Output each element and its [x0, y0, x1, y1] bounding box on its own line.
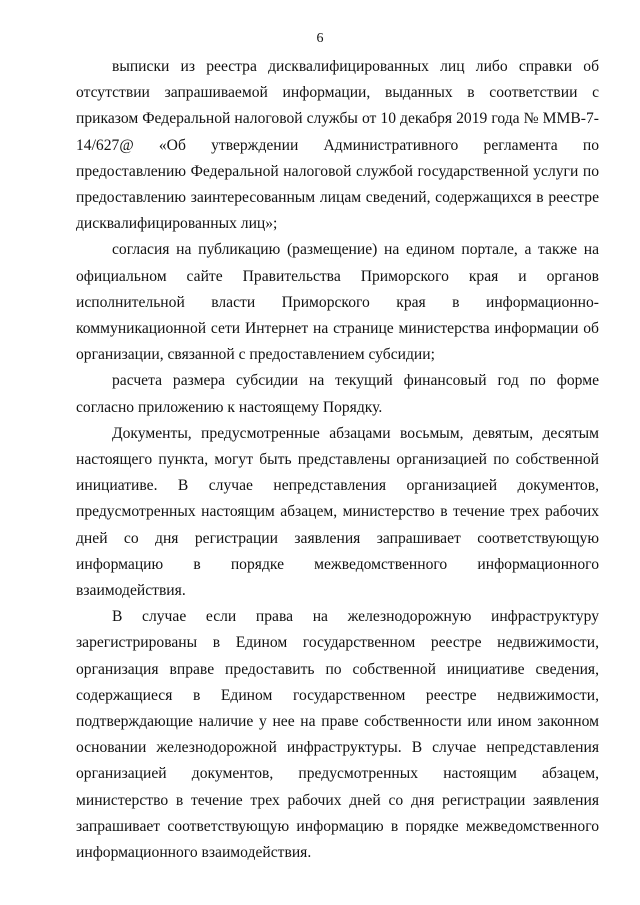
paragraph-extract-registry: выписки из реестра дисквалифицированных лиц либо справки об отсутствии запрашиваемой информации, выданных в соответствии с приказом Федеральной налоговой службы от 10 декабря 2019 года № ММВ-7-14/627@ «Об утверждении Административного регламента по предоставлению Федеральной налоговой службой государственной услуги по предоставлению заинтересованным лицам сведений, содержащихся в реестре дисквалифицированных лиц»;: [76, 58, 599, 233]
paragraph-documents-initiative: Документы, предусмотренные абзацами восьмым, девятым, десятым настоящего пункта, могут быть представлены организацией по собственной инициативе. В случае непредставления организацией документов, предусмотренных настоящим абзацем, министерство в течение трех рабочих дней со дня регистрации заявления запрашивает соответствующую информацию в порядке межведомственного информационного взаимодействия.: [76, 424, 599, 600]
page-number: 6: [316, 31, 324, 46]
paragraph-subsidy-calculation: расчета размера субсидии на текущий финансовый год по форме согласно приложению к настоящему Порядку.: [76, 372, 599, 416]
paragraph-publication-consent: согласия на публикацию (размещение) на едином портале, а также на официальном сайте Правительства Приморского края и органов исполнительной власти Приморского края в информационно-коммуникационной сети Интернет на странице министерства информации об организации, связанной с предоставлением субсидии;: [76, 241, 599, 364]
document-body: [76, 54, 599, 866]
paragraph-railway-rights: В случае если права на железнодорожную инфраструктуру зарегистрированы в Едином государственном реестре недвижимости, организация вправе предоставить по собственной инициативе сведения, содержащиеся в Едином государственном реестре недвижимости, подтверждающие наличие у нее на праве собственности или ином законном основании железнодорожной инфраструктуры. В случае непредставления организацией документов, предусмотренных настоящим абзацем, министерство в течение трех рабочих дней со дня регистрации заявления запрашивает соответствующую информацию в порядке межведомственного информационного взаимодействия.: [76, 608, 599, 862]
